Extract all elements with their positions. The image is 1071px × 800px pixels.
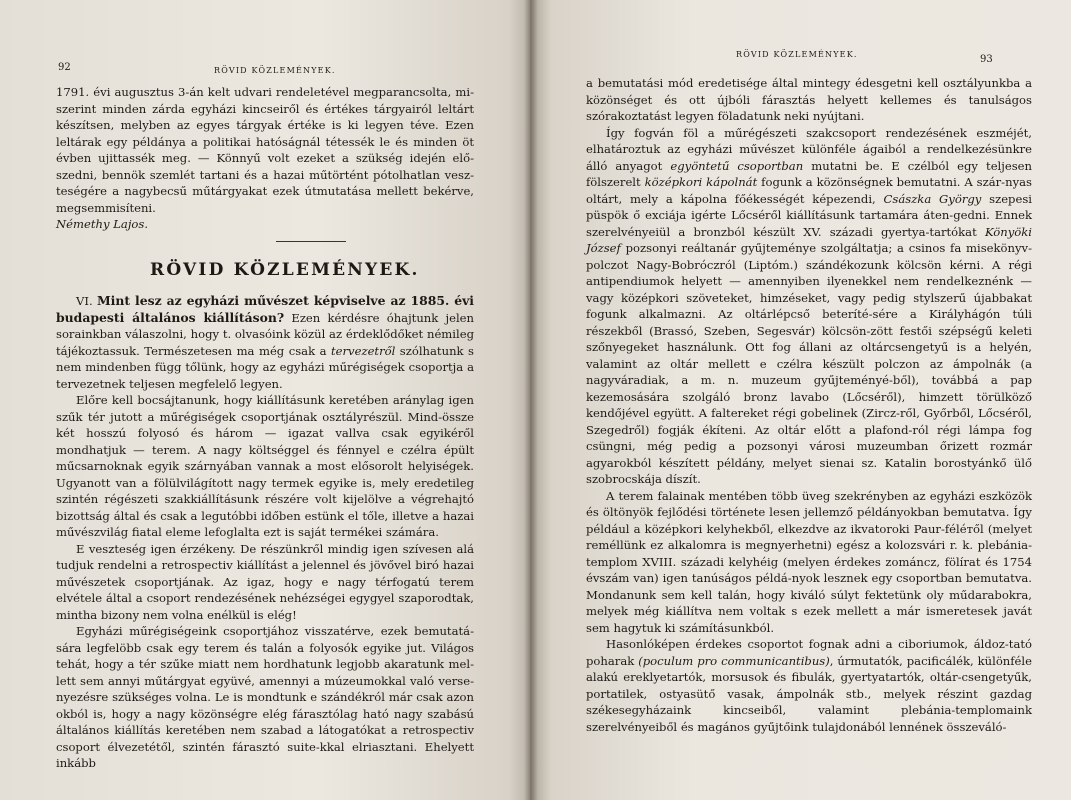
right-p2-c: fogunk a közönségnek bemutatni. A szár-nyas oltárt, mely a kápolna főékességét képezendi, xyxy=(586,175,1032,206)
left-top-text xyxy=(56,84,474,242)
right-p2-e: pozsonyi reáltanár gyűjteménye szolgáltatja; a csinos fa misekönyv-polczot Nagy-Bobróczról (Liptóm.) szándékozunk kölcsön kérni. A régi antipendiumok helyett — amennyiben ilyenekkel nem rendelkeznénk — vagy középkori szöveteket, himzéseket, vagy pedig stylszerű újabbakat fogunk alkalmazni. Az oltárlépcső beteríté-sére a Királyhágón túli részekből (Brassó, Szeben, Segesvár) kölcsön-zött festői szépségű keleti szőnyegeket használunk. Ott fog állani az oltárcsengetyű is a helyén, valamint az oltár mellett e czélra készült polczon az ámpolnák (a nagyváradiak, a m. n. muzeum gyűjteményé-ből), továbbá a pap kezemosására szolgáló bronz lavabo (Lőcséről), himzett törülköző kendőjével együtt. A falterеket régi gobelinek (Zircz-ről, Győrből, Lőcséről, Szegedről) fogják ékíteni. Az oltár előtt a plafond-ról régi lámpa fog csüngni, még pedig a pozsonyi városi muzeumban őrizett rozmár agyarokból készített példány, melyet sienai sz. Katalin borostyánkő ülő szobrocskája díszít. xyxy=(586,241,1032,486)
left-page xyxy=(0,0,530,800)
article-p1-b: szólhatunk s nem mindenben függ tőlünk, hogy az egyházi műrégiségek csoportja a tervezetnek teljesen megfelelő legyen. xyxy=(56,343,474,391)
page-number-right: 93 xyxy=(980,54,993,65)
article-p1-em: tervezetről xyxy=(330,343,396,358)
right-p4-b: , úrmutatók, pacificálék, különféle alakú ereklyetartók, morsusok és fibulák, gyertyatartók, oltár-csengetyűk, portatilek, ostyasütő vasak, ámpolnák stb., melyek részint gazdag székesegyházaink kincseiből, valamint plebánia-templomaink szerelvényeiből és magános gyűjtőink tulajdonából lennének összeváló- xyxy=(586,653,1032,734)
right-paragraph-3: A terem falainak mentében több üveg szekrényben az egyházi eszközök és öltönyök fejlődési története lesen jellemző példányokban bemutatva. Így például a középkori kelyhekből, elkezdve az ikvatoroki Paur-féléтől (melyet reméllünk ez alkalomra is megnyerhetni) egész a kolozsvári r. k. plebánia-templom XVIII. századi kelyhéig (melyen érdekes zománcz, fölírat és 1754 évszám van) igen tanúságos példá-nyok lesznek egy csoportban bemutatva. Mondanunk sem kell talán, hogy kiváló súlyt fektetünk oly műdarabokra, melyek még kiállítva nem voltak s ezek mellett a már ismeretesek javát sem hagytuk ki számításunkból. xyxy=(586,488,1032,635)
running-header-left: RÖVID KÖZLEMÉNYEK. xyxy=(214,66,336,75)
divider-rule xyxy=(276,241,346,242)
right-paragraph-1: a bemutatási mód eredetisége által mintegy édesgetni kell osztályunkba a közönséget és ott újbóli fárasztás helyett kellemes és tanulságos szórakoztatást legyen föladatunk neki nyújtani. xyxy=(586,76,1032,123)
article-paragraph-3: E veszteség igen érzékeny. De részünkről mindig igen szívesen alá tudjuk rendelni a retrospectiv kiállítást a jelennel és jövővel biró hazai művészetek csoportjának. Az igaz, hogy e nagy térfogatú terem elvételе által a csoport rendezésének nehézségei egygyel szaporodtak, mintha bizony nem volna enélkül is elég! xyxy=(56,541,474,622)
right-p2-d: szepesi püspök ő exciája igérte Lőcséről kiállításunk tartamára áten-gedni. Ennek szerelvényeiül a bronzból készült XV. századi gyertya-tartókat xyxy=(586,191,1032,239)
running-header-right: RÖVID KÖZLEMÉNYEK. xyxy=(736,50,858,59)
article-heading: Mint lesz az egyházi művészet képviselve az 1885. évi budapesti általános kiállításon? xyxy=(56,293,474,325)
section-title: RÖVID KÖZLEMÉNYEK. xyxy=(150,260,420,280)
opening-paragraph: 1791. évi augusztus 3-án kelt udvari rendeletével megparancsolta, mi-szerint minden zárda egyházi kincseiről és értékes tárgyairól leltárt készítsen, melyben az egyes tárgyak értéke is ki legyen téve. Ezen leltárak egy példánya a politikai hatóságnál tétessék le és minden öt évben ujittassék meg. — Könnyű volt ezeket a szükség idején elő-szedni, bennök szemlét tartani és a hazai műtörtént pótolhatlan vesz-teségére a nagybecsű műtárgyakat ezek útmutatása mellett bekérve, megsemmisíteni. xyxy=(56,85,474,215)
right-p2-b: mutatni be. E czélból egy teljesen fölszerelt xyxy=(586,158,1032,189)
right-p2-em2: középkori kápolnát xyxy=(644,175,758,189)
right-page xyxy=(530,0,1071,800)
article-paragraph-4: Egyházi műrégiségeink csoportjához visszatérve, ezek bemutatá-sára legfelöbb csak egy terem és talán a folyosók egyike jut. Világos tehát, hogy a tér szűke miatt nem hordhatunk legjobb akaratunk mel-lett sem annyi műtárgyat együvé, amennyi a múzeumokkal való verse-nyezésre szükséges volna. Le is mondtunk e szándékról már csak azon okból is, hogy a nagy közönségre elég fárasztólag ható nagy szabású általános kiállítás keretében nem szabad a látogatókat a retrospectiv csoport élvezetétől, szintén fárasztó suite-kkal elriasztani. Ehelyett inkább xyxy=(56,624,474,770)
right-p2-a: Így fogván föl a műrégészeti szakcsoport rendezésének eszméjét, elhatároztuk az egyházi művészet különféle ágaiból a rendelkezésünkre álló anyagot xyxy=(586,125,1032,173)
book-gutter xyxy=(524,0,538,800)
right-p2-em1: egyöntetű csoportban xyxy=(670,158,804,173)
right-article-text xyxy=(586,75,1032,735)
article-paragraph-2: Előre kell bocsájtanunk, hogy kiállításunk keretében aránylag igen szűk tér jutott a műrégiségek csoportjának osztályrészül. Mind-össze két hosszú folyosó és három — igazat vallva csak egyikéről mondhatjuk — terem. A nagy költséggel és fénnyel e czélra épült műcsarnoknak egyik szárnyában vannak a most elősorolt helyiségek. Ugyanott van a fölülvilágított nagy termek egyike is, mely eredetileg szintén régészeti szakkiállításunk részére volt kijelölve a végrehajtó bizottság által és csak a legutóbbi időben estünk el tőle, illetve a hazai művészvilág fiatal eleme lefoglalta ezt is saját termékei számára. xyxy=(56,393,474,539)
left-article-text xyxy=(56,293,474,772)
right-p4-em: (poculum pro communicantibus) xyxy=(638,653,830,668)
right-p2-em3: Császka György xyxy=(883,191,982,206)
right-paragraph-4 xyxy=(586,636,1032,735)
page-number-left: 92 xyxy=(58,62,71,73)
right-paragraph-2 xyxy=(586,125,1032,488)
article-p1-a: Ezen kérdésre óhajtunk jelen sorainkban válaszolni, hogy t. olvasóink közül az érdeklődőket némileg tájékoztassuk. Természetesen ma még csak a xyxy=(56,310,474,358)
article-paragraph-1 xyxy=(56,293,474,392)
right-p2-em4: Könyöki József xyxy=(586,224,1032,255)
right-p4-a: Hasonlóképen érdekes csoportot fognak adni a ciboriumok, áldoz-tató poharak xyxy=(586,637,1032,668)
signature: Némethy Lajos. xyxy=(56,217,149,231)
article-number: VI. xyxy=(76,294,93,308)
